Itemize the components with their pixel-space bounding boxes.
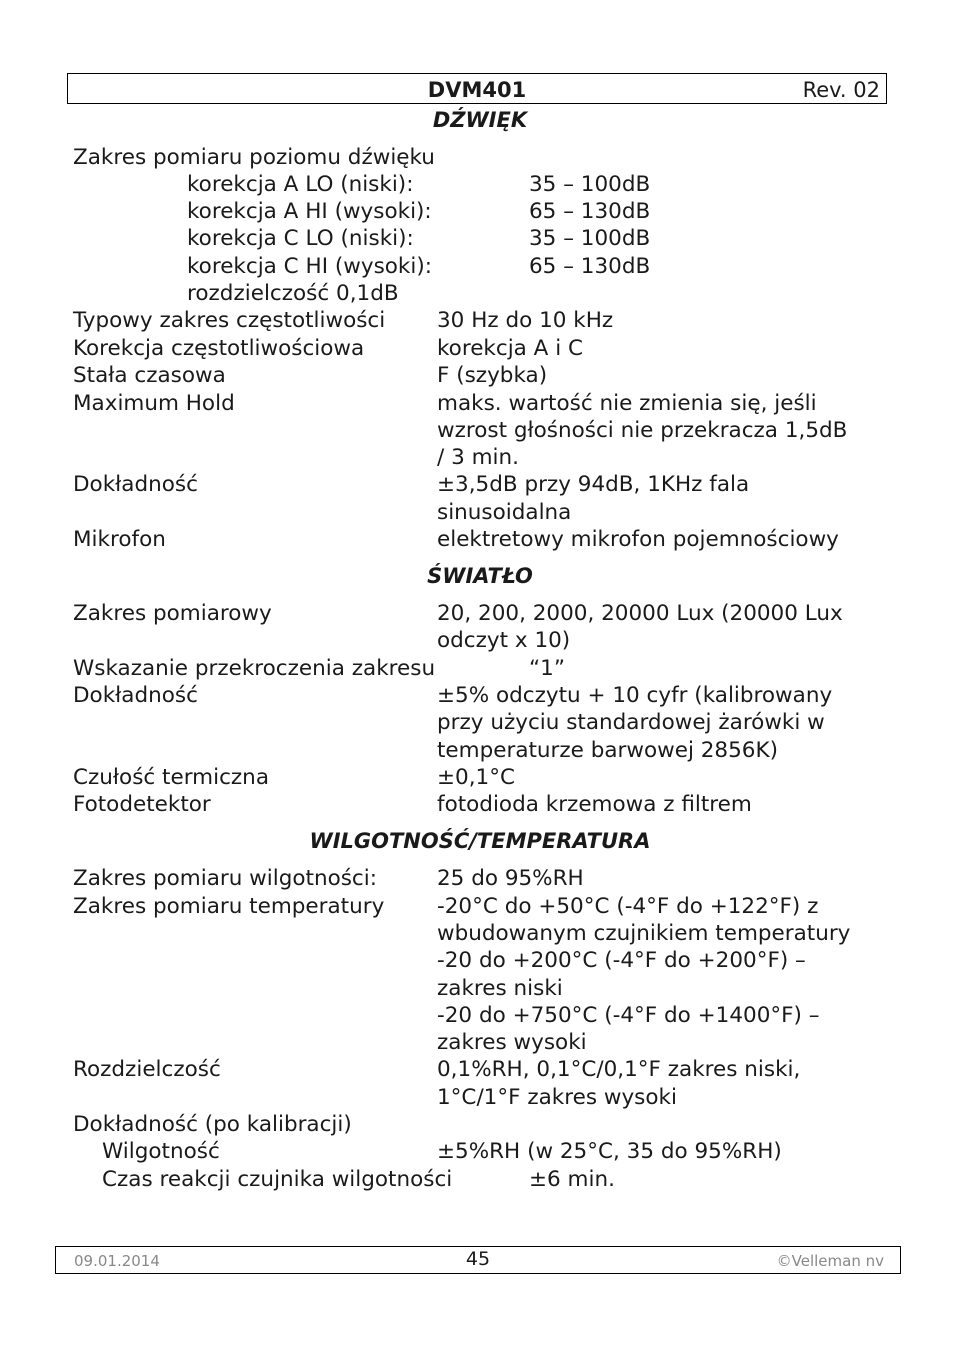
page-footer bbox=[55, 1246, 901, 1274]
page-header bbox=[67, 73, 887, 104]
spec-label: Stała czasowa bbox=[73, 363, 226, 388]
spec-value: odczyt x 10) bbox=[437, 628, 571, 653]
sub-value: 65 – 130dB bbox=[529, 254, 651, 279]
sub-value: 35 – 100dB bbox=[529, 172, 651, 197]
spec-value: 0,1%RH, 0,1°C/0,1°F zakres niski, bbox=[437, 1057, 801, 1082]
sub-label: korekcja A HI (wysoki): bbox=[187, 199, 432, 224]
spec-value: maks. wartość nie zmienia się, jeśli bbox=[437, 391, 817, 416]
spec-label: Zakres pomiaru wilgotności: bbox=[73, 866, 377, 891]
spec-value: 25 do 95%RH bbox=[437, 866, 584, 891]
spec-value: elektretowy mikrofon pojemnościowy bbox=[437, 527, 839, 552]
spec-label: Wskazanie przekroczenia zakresu bbox=[73, 656, 436, 681]
spec-label: Maximum Hold bbox=[73, 391, 235, 416]
spec-value: wbudowanym czujnikiem temperatury bbox=[437, 921, 851, 946]
section-title-humidity: WILGOTNOŚĆ/TEMPERATURA bbox=[309, 829, 651, 853]
sub-label: korekcja C LO (niski): bbox=[187, 226, 414, 251]
spec-label: Fotodetektor bbox=[73, 792, 211, 817]
spec-value: temperaturze barwowej 2856K) bbox=[437, 738, 778, 763]
spec-value: 20, 200, 2000, 20000 Lux (20000 Lux bbox=[437, 601, 843, 626]
spec-value: zakres wysoki bbox=[437, 1030, 587, 1055]
revision: Rev. 02 bbox=[802, 78, 880, 102]
spec-label: Zakres pomiarowy bbox=[73, 601, 272, 626]
spec-label: Typowy zakres częstotliwości bbox=[73, 308, 386, 333]
spec-value: -20 do +200°C (-4°F do +200°F) – bbox=[437, 948, 806, 973]
page-number: 45 bbox=[465, 1248, 491, 1270]
spec-value: F (szybka) bbox=[437, 363, 548, 388]
section-title-light: ŚWIATŁO bbox=[427, 564, 533, 588]
spec-label: Zakres pomiaru temperatury bbox=[73, 894, 385, 919]
spec-label: Wilgotność bbox=[102, 1139, 220, 1164]
spec-label: Dokładność bbox=[73, 683, 198, 708]
sub-value: 35 – 100dB bbox=[529, 226, 651, 251]
sound-resolution: rozdzielczość 0,1dB bbox=[187, 281, 399, 306]
spec-value: sinusoidalna bbox=[437, 500, 572, 525]
spec-value: -20 do +750°C (-4°F do +1400°F) – bbox=[437, 1003, 820, 1028]
sound-range-title: Zakres pomiaru poziomu dźwięku bbox=[73, 145, 435, 170]
footer-date: 09.01.2014 bbox=[74, 1252, 160, 1270]
spec-value: ±6 min. bbox=[529, 1167, 615, 1192]
spec-value: ±5%RH (w 25°C, 35 do 95%RH) bbox=[437, 1139, 782, 1164]
spec-value: ±3,5dB przy 94dB, 1KHz fala bbox=[437, 472, 750, 497]
spec-value: / 3 min. bbox=[437, 445, 519, 470]
sub-value: 65 – 130dB bbox=[529, 199, 651, 224]
spec-label: Czułość termiczna bbox=[73, 765, 269, 790]
sub-label: korekcja A LO (niski): bbox=[187, 172, 414, 197]
spec-value: ±5% odczytu + 10 cyfr (kalibrowany bbox=[437, 683, 833, 708]
sub-label: korekcja C HI (wysoki): bbox=[187, 254, 432, 279]
spec-value: ±0,1°C bbox=[437, 765, 515, 790]
accuracy-title: Dokładność (po kalibracji) bbox=[73, 1112, 352, 1137]
spec-label: Czas reakcji czujnika wilgotności bbox=[102, 1167, 453, 1192]
spec-value: 30 Hz do 10 kHz bbox=[437, 308, 614, 333]
model-name: DVM401 bbox=[427, 78, 527, 102]
spec-label: Rozdzielczość bbox=[73, 1057, 221, 1082]
spec-value: zakres niski bbox=[437, 976, 563, 1001]
spec-label: Korekcja częstotliwościowa bbox=[73, 336, 365, 361]
spec-value: fotodioda krzemowa z filtrem bbox=[437, 792, 752, 817]
spec-value: korekcja A i C bbox=[437, 336, 584, 361]
spec-value: “1” bbox=[529, 656, 565, 681]
footer-copyright: ©Velleman nv bbox=[776, 1252, 884, 1270]
spec-label: Mikrofon bbox=[73, 527, 166, 552]
section-title-sound: DŹWIĘK bbox=[432, 108, 528, 132]
spec-value: wzrost głośności nie przekracza 1,5dB bbox=[437, 418, 848, 443]
spec-value: przy użyciu standardowej żarówki w bbox=[437, 710, 825, 735]
spec-value: 1°C/1°F zakres wysoki bbox=[437, 1085, 677, 1110]
spec-value: -20°C do +50°C (-4°F do +122°F) z bbox=[437, 894, 819, 919]
spec-label: Dokładność bbox=[73, 472, 198, 497]
